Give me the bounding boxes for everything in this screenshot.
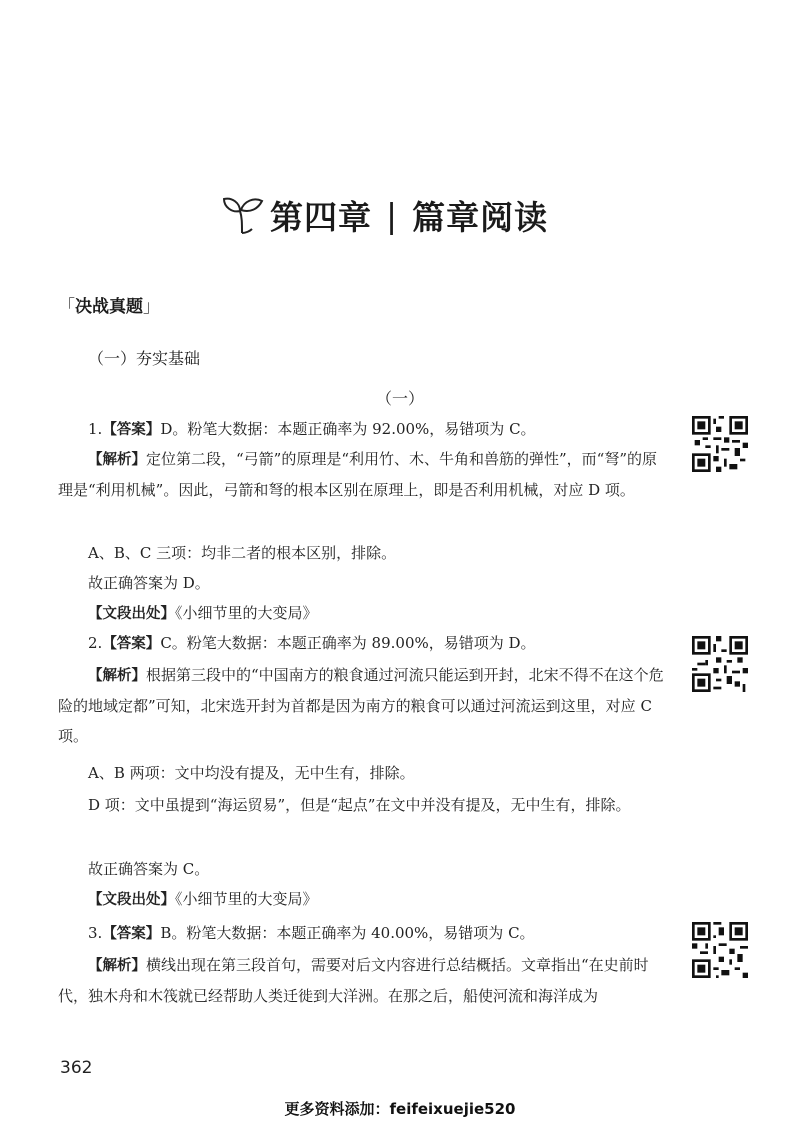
q1-source-text: 《小细节里的大变局》 [175, 604, 318, 622]
q2-answer-tag: 【答案】 [102, 636, 161, 652]
q3-analysis-text: 横线出现在第三段首句，需要对后文内容进行总结概括。文章指出“在史前时代，独木舟和木筏就已经帮助人类迁徙到大洋洲。在那之后，船使河流和海洋成为 [58, 956, 649, 1005]
q2-analysis-tag: 【解析】 [88, 668, 146, 684]
q1-analysis-text: 定位第二段，“弓箭”的原理是“利用竹、木、牛角和兽筋的弹性”，而“弩”的原理是“利用机械”。因此，弓箭和弩的根本区别在原理上，即是否利用机械，对应 D 项。 [58, 450, 658, 499]
q3-answer-text: B。粉笔大数据：本题正确率为 40.00%，易错项为 C。 [160, 924, 535, 942]
q3-number: 3. [88, 924, 103, 942]
qr-code-icon[interactable] [692, 636, 748, 692]
q1-source-tag: 【文段出处】 [88, 606, 175, 622]
q2-analysis-text: 根据第三段中的“中国南方的粮食通过河流只能运到开封，北宋不得不在这个危险的地域定都”可知，北宋选开封为首都是因为南方的粮食可以通过河流运到这里，对应 C 项。 [58, 666, 664, 745]
section-bracket-open: 「 [58, 297, 75, 317]
q1-answer-tag: 【答案】 [102, 422, 161, 438]
q2-analysis [58, 660, 666, 751]
q1-answer [58, 414, 666, 445]
qr-code-icon[interactable] [692, 922, 748, 978]
section-text: 决战真题 [75, 297, 143, 317]
q1-analysis-tag: 【解析】 [88, 452, 146, 468]
q2-d: D 项：文中虽提到“海运贸易”，但是“起点”在文中并没有提及，无中生有，排除。 [88, 796, 631, 814]
chapter-separator: | [386, 196, 399, 235]
q1-number: 1. [88, 420, 103, 438]
q3-answer [58, 918, 666, 949]
q2-answer-text: C。粉笔大数据：本题正确率为 89.00%，易错项为 D。 [160, 634, 536, 652]
chapter-title: 第四章 [270, 198, 372, 237]
q1-abc: A、B、C 三项：均非二者的根本区别，排除。 [88, 544, 397, 562]
sprout-icon [220, 193, 266, 239]
q1-analysis [58, 444, 666, 505]
q2-answer [58, 628, 666, 659]
q2-source-text: 《小细节里的大变局》 [175, 890, 318, 908]
section-label [58, 292, 160, 317]
chapter-heading [220, 192, 548, 239]
q3-analysis [58, 950, 666, 1011]
chapter-subtitle: 篇章阅读 [412, 198, 549, 237]
q2-conclusion: 故正确答案为 C。 [88, 860, 210, 878]
q1-answer-text: D。粉笔大数据：本题正确率为 92.00%，易错项为 C。 [160, 420, 536, 438]
q1-source [58, 598, 666, 629]
q2-source-tag: 【文段出处】 [88, 892, 175, 908]
q2-ab: A、B 两项：文中均没有提及，无中生有，排除。 [88, 764, 415, 782]
footer-note: 更多资料添加：feifeixuejie520 [284, 1100, 516, 1118]
q2-source [58, 884, 666, 915]
subsection-title: （一）夯实基础 [88, 349, 201, 368]
page-number: 362 [60, 1058, 93, 1078]
q3-analysis-tag: 【解析】 [88, 958, 146, 974]
section-bracket-close: 」 [143, 297, 160, 317]
q3-answer-tag: 【答案】 [102, 926, 161, 942]
q1-conclusion: 故正确答案为 D。 [88, 574, 210, 592]
part-label: （一） [375, 389, 424, 408]
qr-code-icon[interactable] [692, 416, 748, 472]
q2-number: 2. [88, 634, 103, 652]
